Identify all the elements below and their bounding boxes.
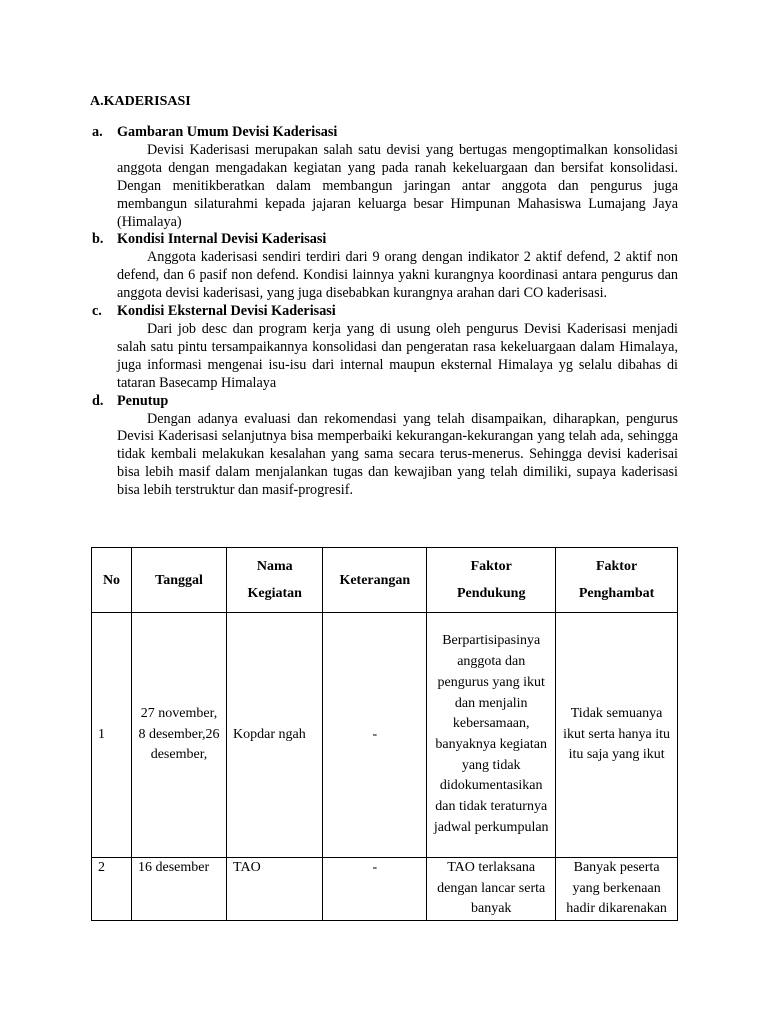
header-nama-line2: Kegiatan [247, 586, 302, 601]
header-penghambat-line2: Penghambat [578, 586, 655, 601]
header-penghambat-line1: Faktor [595, 559, 638, 574]
section-heading [90, 124, 678, 142]
table-header-row [92, 548, 678, 613]
cell-tanggal: 16 desember [132, 858, 227, 921]
section-body: Dengan adanya evaluasi dan rekomendasi yang telah disampaikan, diharapkan, pengurus Devisi Kaderisasi selanjutnya bisa memperbaiki kekurangan-kekurangan yang telah ada, sehingga tidak kembali melakukan kesalahan yang sama secara terus-menerus. Sehingga devisi kaderisai bisa lebih masif dalam menjalankan tugas dan kewajiban yang telah dimiliki, supaya kaderisasi bisa lebih terstruktur dan masif-progresif. [117, 410, 678, 499]
section-heading-text: Gambaran Umum Devisi Kaderisasi [117, 124, 338, 140]
section-letter: a. [92, 124, 103, 140]
section-heading-text: Kondisi Eksternal Devisi Kaderisasi [117, 303, 336, 320]
header-nama-kegiatan [227, 548, 323, 613]
header-pendukung-line1: Faktor [470, 559, 512, 574]
activities-table [91, 547, 678, 921]
cell-tanggal: 27 november, 8 desember,26 desember, [132, 613, 227, 858]
section-b [90, 231, 678, 303]
header-faktor-penghambat [556, 548, 678, 613]
header-keterangan: Keterangan [323, 548, 427, 613]
document-title: A.KADERISASI [90, 94, 191, 109]
section-heading-text: Penutup [117, 392, 169, 409]
cell-no: 2 [92, 858, 132, 921]
cell-pendukung: TAO terlaksana dengan lancar serta banyak [427, 858, 556, 921]
header-faktor-pendukung [427, 548, 556, 613]
table-row [92, 613, 678, 858]
section-heading [90, 393, 678, 411]
section-body: Devisi Kaderisasi merupakan salah satu devisi yang bertugas mengoptimalkan konsolidasi anggota dengan mengadakan kegiatan yang pada ranah kekeluargaan dan bersifat konsolidasi. Dengan menitikberatkan dalam membangun jaringan antar anggota dan pengurus juga membangun silaturahmi kepada jajaran keluarga besar Himpunan Mahasiswa Lumajang Jaya (Himalaya) [117, 141, 678, 230]
section-letter: c. [92, 303, 102, 320]
cell-kegiatan: TAO [227, 858, 323, 921]
section-letter: d. [92, 392, 104, 409]
section-letter: b. [92, 231, 104, 248]
section-c [90, 303, 678, 393]
table-row [92, 858, 678, 921]
section-heading [90, 231, 678, 249]
header-pendukung-line2: Pendukung [456, 586, 526, 601]
section-heading [90, 303, 678, 321]
section-d [90, 393, 678, 500]
cell-keterangan: - [323, 858, 427, 921]
cell-kegiatan: Kopdar ngah [227, 613, 323, 858]
section-a [90, 124, 678, 231]
cell-keterangan: - [323, 613, 427, 858]
section-heading-text: Kondisi Internal Devisi Kaderisasi [117, 231, 327, 248]
cell-penghambat: Banyak peserta yang berkenaan hadir dikarenakan [556, 858, 678, 921]
header-nama-line1: Nama [256, 559, 293, 574]
section-body: Anggota kaderisasi sendiri terdiri dari 9 orang dengan indikator 2 aktif defend, 2 aktif non defend, dan 6 pasif non defend. Kondisi lainnya yakni kurangnya koordinasi antara pengurus dan anggota devisi kaderisasi, yang juga disebabkan kurangnya arahan dari CO kaderisasi. [117, 249, 678, 302]
cell-no: 1 [92, 613, 132, 858]
sections-list [90, 124, 678, 500]
header-no: No [92, 548, 132, 613]
cell-penghambat: Tidak semuanya ikut serta hanya itu itu saja yang ikut [556, 613, 678, 858]
cell-pendukung: Berpartisipasinya anggota dan pengurus yang ikut dan menjalin kebersamaan, banyaknya kegiatan yang tidak didokumentasikan dan tidak teraturnya jadwal perkumpulan [427, 613, 556, 858]
header-tanggal: Tanggal [132, 548, 227, 613]
section-body: Dari job desc dan program kerja yang di usung oleh pengurus Devisi Kaderisasi menjadi salah satu pintu tersampaikannya konsolidasi dan pengeratan rasa kekeluargaan dalam Himalaya, juga informasi mengenai isu-isu dari internal maupun eksternal Himalaya yg selalu dibahas di tataran Basecamp Himalaya [117, 320, 678, 391]
